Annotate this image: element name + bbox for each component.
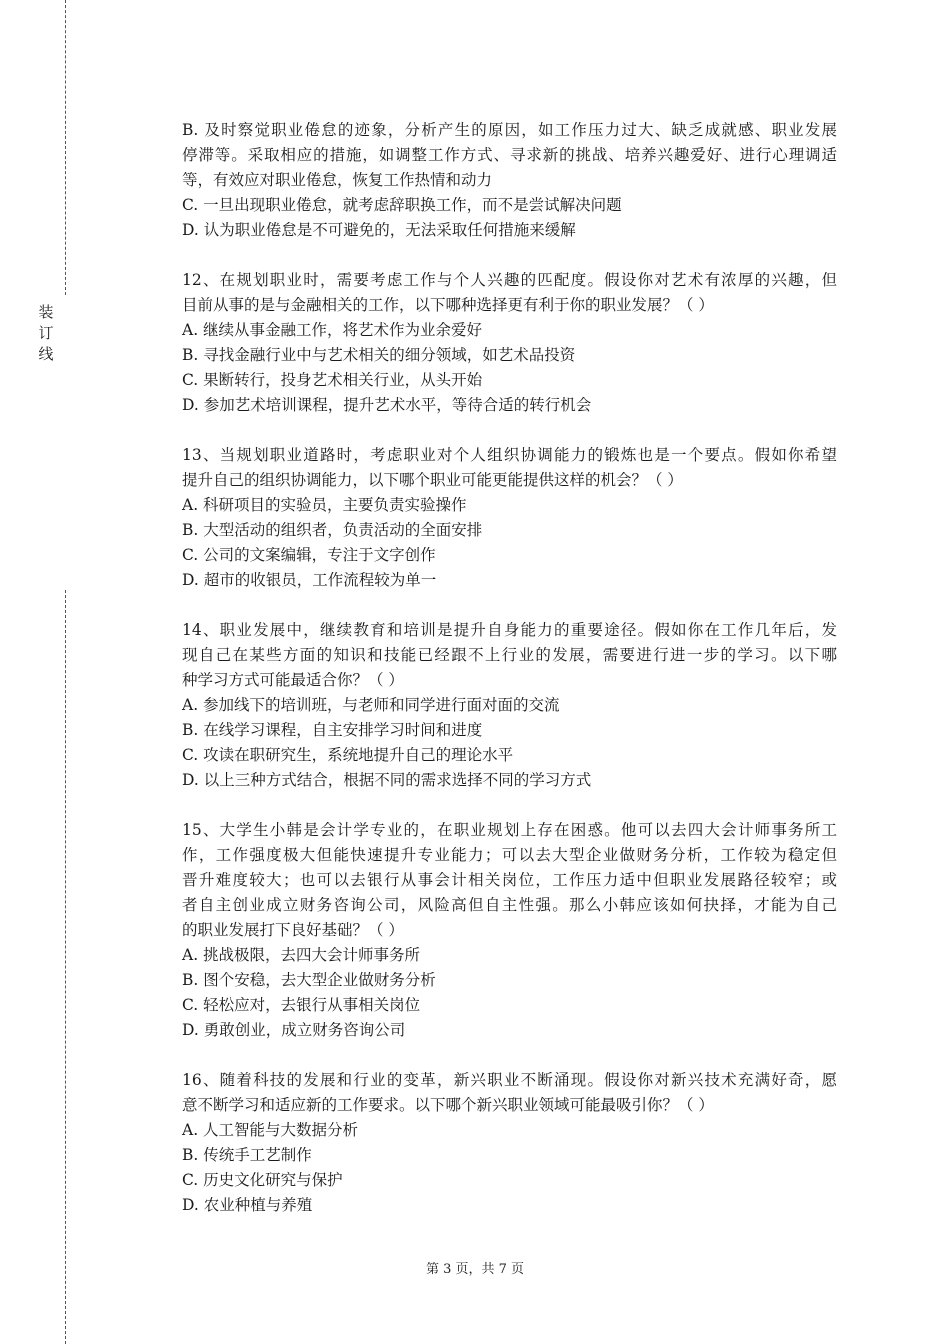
- option-text: 停滞等。采取相应的措施，如调整工作方式、寻求新的挑战、培养兴趣爱好、进行心理调适: [182, 146, 837, 164]
- continued-options: [182, 118, 837, 243]
- question-stem: 13、当规划职业道路时，考虑职业对个人组织协调能力的锻炼也是一个要点。假如你希望: [182, 446, 837, 464]
- question-stem: 晋升难度较大；也可以去银行从事会计相关岗位，工作压力适中但职业发展路径较窄；或: [182, 871, 837, 889]
- question-stem: 目前从事的是与金融相关的工作，以下哪种选择更有利于你的职业发展？（ ）: [182, 296, 714, 314]
- option-a: A. 挑战极限，去四大会计师事务所: [182, 946, 421, 964]
- option-b: B. 在线学习课程，自主安排学习时间和进度: [182, 721, 483, 739]
- option-b: B. 寻找金融行业中与艺术相关的细分领域，如艺术品投资: [182, 346, 576, 364]
- question-stem: 14、职业发展中，继续教育和培训是提升自身能力的重要途径。假如你在工作几年后，发: [182, 621, 837, 639]
- option-c: C. 果断转行，投身艺术相关行业，从头开始: [182, 371, 483, 389]
- option-d: D. 以上三种方式结合，根据不同的需求选择不同的学习方式: [182, 771, 592, 789]
- exam-content: [182, 118, 837, 1218]
- option-b: B. 大型活动的组织者，负责活动的全面安排: [182, 521, 483, 539]
- option-d: D. 参加艺术培训课程，提升艺术水平，等待合适的转行机会: [182, 396, 592, 414]
- question-stem: 12、在规划职业时，需要考虑工作与个人兴趣的匹配度。假设你对艺术有浓厚的兴趣，但: [182, 271, 837, 289]
- question-stem: 现自己在某些方面的知识和技能已经跟不上行业的发展，需要进行进一步的学习。以下哪: [182, 646, 837, 664]
- option-c: C. 轻松应对，去银行从事相关岗位: [182, 996, 421, 1014]
- option-a: A. 人工智能与大数据分析: [182, 1121, 359, 1139]
- option-b: B. 传统手工艺制作: [182, 1146, 312, 1164]
- option-c: C. 一旦出现职业倦怠，就考虑辞职换工作，而不是尝试解决问题: [182, 196, 622, 214]
- option-text: 等，有效应对职业倦怠，恢复工作热情和动力: [182, 171, 493, 189]
- question-stem: 者自主创业成立财务咨询公司，风险高但自主性强。那么小韩应该如何抉择，才能为自己: [182, 896, 837, 914]
- question-stem: 的职业发展打下良好基础？（ ）: [182, 921, 404, 939]
- question-14: [182, 618, 837, 793]
- binding-label-char: 订: [38, 324, 54, 342]
- page-number: 第 3 页，共 7 页: [425, 1262, 525, 1277]
- question-stem: 意不断学习和适应新的工作要求。以下哪个新兴职业领域可能最吸引你？（ ）: [182, 1096, 714, 1114]
- option-d: D. 超市的收银员，工作流程较为单一: [182, 571, 437, 589]
- option-d: D. 勇敢创业，成立财务咨询公司: [182, 1021, 406, 1039]
- option-text: B. 及时察觉职业倦怠的迹象，分析产生的原因，如工作压力过大、缺乏成就感、职业发展: [182, 121, 837, 139]
- binding-label-char: 线: [38, 345, 54, 363]
- option-a: A. 科研项目的实验员，主要负责实验操作: [182, 496, 467, 514]
- question-stem: 种学习方式可能最适合你？（ ）: [182, 671, 404, 689]
- option-c: C. 攻读在职研究生，系统地提升自己的理论水平: [182, 746, 514, 764]
- question-stem: 15、大学生小韩是会计学专业的，在职业规划上存在困惑。他可以去四大会计师事务所工: [182, 821, 837, 839]
- option-d: D. 农业种植与养殖: [182, 1196, 313, 1214]
- question-13: [182, 443, 837, 593]
- question-15: [182, 818, 837, 1043]
- option-a: A. 参加线下的培训班，与老师和同学进行面对面的交流: [182, 696, 560, 714]
- binding-label: [36, 302, 56, 365]
- option-c: C. 公司的文案编辑，专注于文字创作: [182, 546, 436, 564]
- option-b: B. 图个安稳，去大型企业做财务分析: [182, 971, 436, 989]
- question-stem: 提升自己的组织协调能力，以下哪个职业可能更能提供这样的机会？（ ）: [182, 471, 683, 489]
- question-16: [182, 1068, 837, 1218]
- question-12: [182, 268, 837, 418]
- option-c: C. 历史文化研究与保护: [182, 1171, 343, 1189]
- option-a: A. 继续从事金融工作，将艺术作为业余爱好: [182, 321, 483, 339]
- question-stem: 作，工作强度极大但能快速提升专业能力；可以去大型企业做财务分析，工作较为稳定但: [182, 846, 837, 864]
- binding-dashed-line-bottom: [65, 590, 66, 1344]
- binding-label-char: 装: [38, 303, 54, 321]
- binding-dashed-line-top: [65, 0, 66, 295]
- option-d: D. 认为职业倦怠是不可避免的，无法采取任何措施来缓解: [182, 221, 576, 239]
- question-stem: 16、随着科技的发展和行业的变革，新兴职业不断涌现。假设你对新兴技术充满好奇，愿: [182, 1071, 837, 1089]
